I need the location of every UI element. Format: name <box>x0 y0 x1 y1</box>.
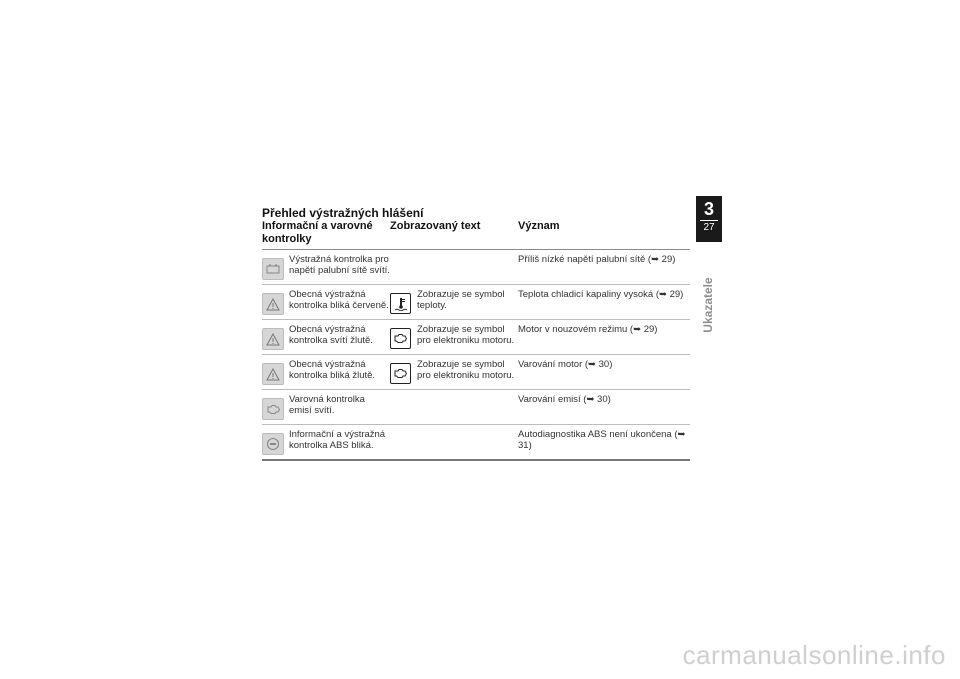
indicator-text: Obecná výstražná kontrolka bliká červeně. <box>289 289 389 311</box>
table-header <box>262 220 690 250</box>
indicator-text: Výstražná kontrolka pro napětí palubní sítě svítí. <box>289 254 390 276</box>
warning-triangle-icon <box>262 328 284 350</box>
warning-triangle-icon <box>262 363 284 385</box>
emissions-icon <box>262 398 284 420</box>
column-header-indicators: Informační a varovné kontrolky <box>262 220 373 245</box>
indicator-text: Informační a výstražná kontrolka ABS bliká. <box>289 429 386 451</box>
warning-triangle-icon <box>262 293 284 315</box>
meaning-text: Motor v nouzovém režimu (➥ 29) <box>518 324 658 335</box>
chapter-number: 3 <box>703 199 714 219</box>
engine-electronics-icon <box>390 328 411 349</box>
page-number: 27 <box>703 222 715 233</box>
display-text <box>390 429 518 455</box>
meaning-text: Varování motor (➥ 30) <box>518 359 613 370</box>
display-text <box>390 394 518 420</box>
table-row <box>262 390 690 425</box>
meaning-text: Teplota chladicí kapaliny vysoká (➥ 29) <box>518 289 684 300</box>
meaning-text: Autodiagnostika ABS není ukončena (➥ 31) <box>518 429 686 451</box>
table-row <box>262 425 690 461</box>
warnings-table <box>262 220 690 461</box>
meaning-text: Příliš nízké napětí palubní sítě (➥ 29) <box>518 254 676 265</box>
display-text: Zobrazuje se symbol pro elektroniku motoru. <box>417 324 515 346</box>
watermark: carmanualsonline.info <box>682 640 946 670</box>
column-header-meaning: Význam <box>518 220 560 232</box>
column-header-display-text: Zobrazovaný text <box>390 220 481 232</box>
indicator-text: Obecná výstražná kontrolka bliká žlutě. <box>289 359 376 381</box>
engine-electronics-icon <box>390 363 411 384</box>
table-row <box>262 250 690 285</box>
display-text: Zobrazuje se symbol teploty. <box>417 289 505 311</box>
display-text: Zobrazuje se symbol pro elektroniku motoru. <box>417 359 515 381</box>
table-row <box>262 355 690 390</box>
battery-icon <box>262 258 284 280</box>
table-row <box>262 285 690 320</box>
abs-icon <box>262 433 284 455</box>
page-title: Přehled výstražných hlášení <box>262 206 424 220</box>
indicator-text: Obecná výstražná kontrolka svítí žlutě. <box>289 324 373 346</box>
chapter-tab <box>696 196 722 242</box>
table-row <box>262 320 690 355</box>
indicator-text: Varovná kontrolka emisí svítí. <box>289 394 365 416</box>
chapter-label: Ukazatele <box>701 277 715 333</box>
coolant-temperature-icon <box>390 293 411 314</box>
meaning-text: Varování emisí (➥ 30) <box>518 394 611 405</box>
display-text <box>390 254 518 280</box>
